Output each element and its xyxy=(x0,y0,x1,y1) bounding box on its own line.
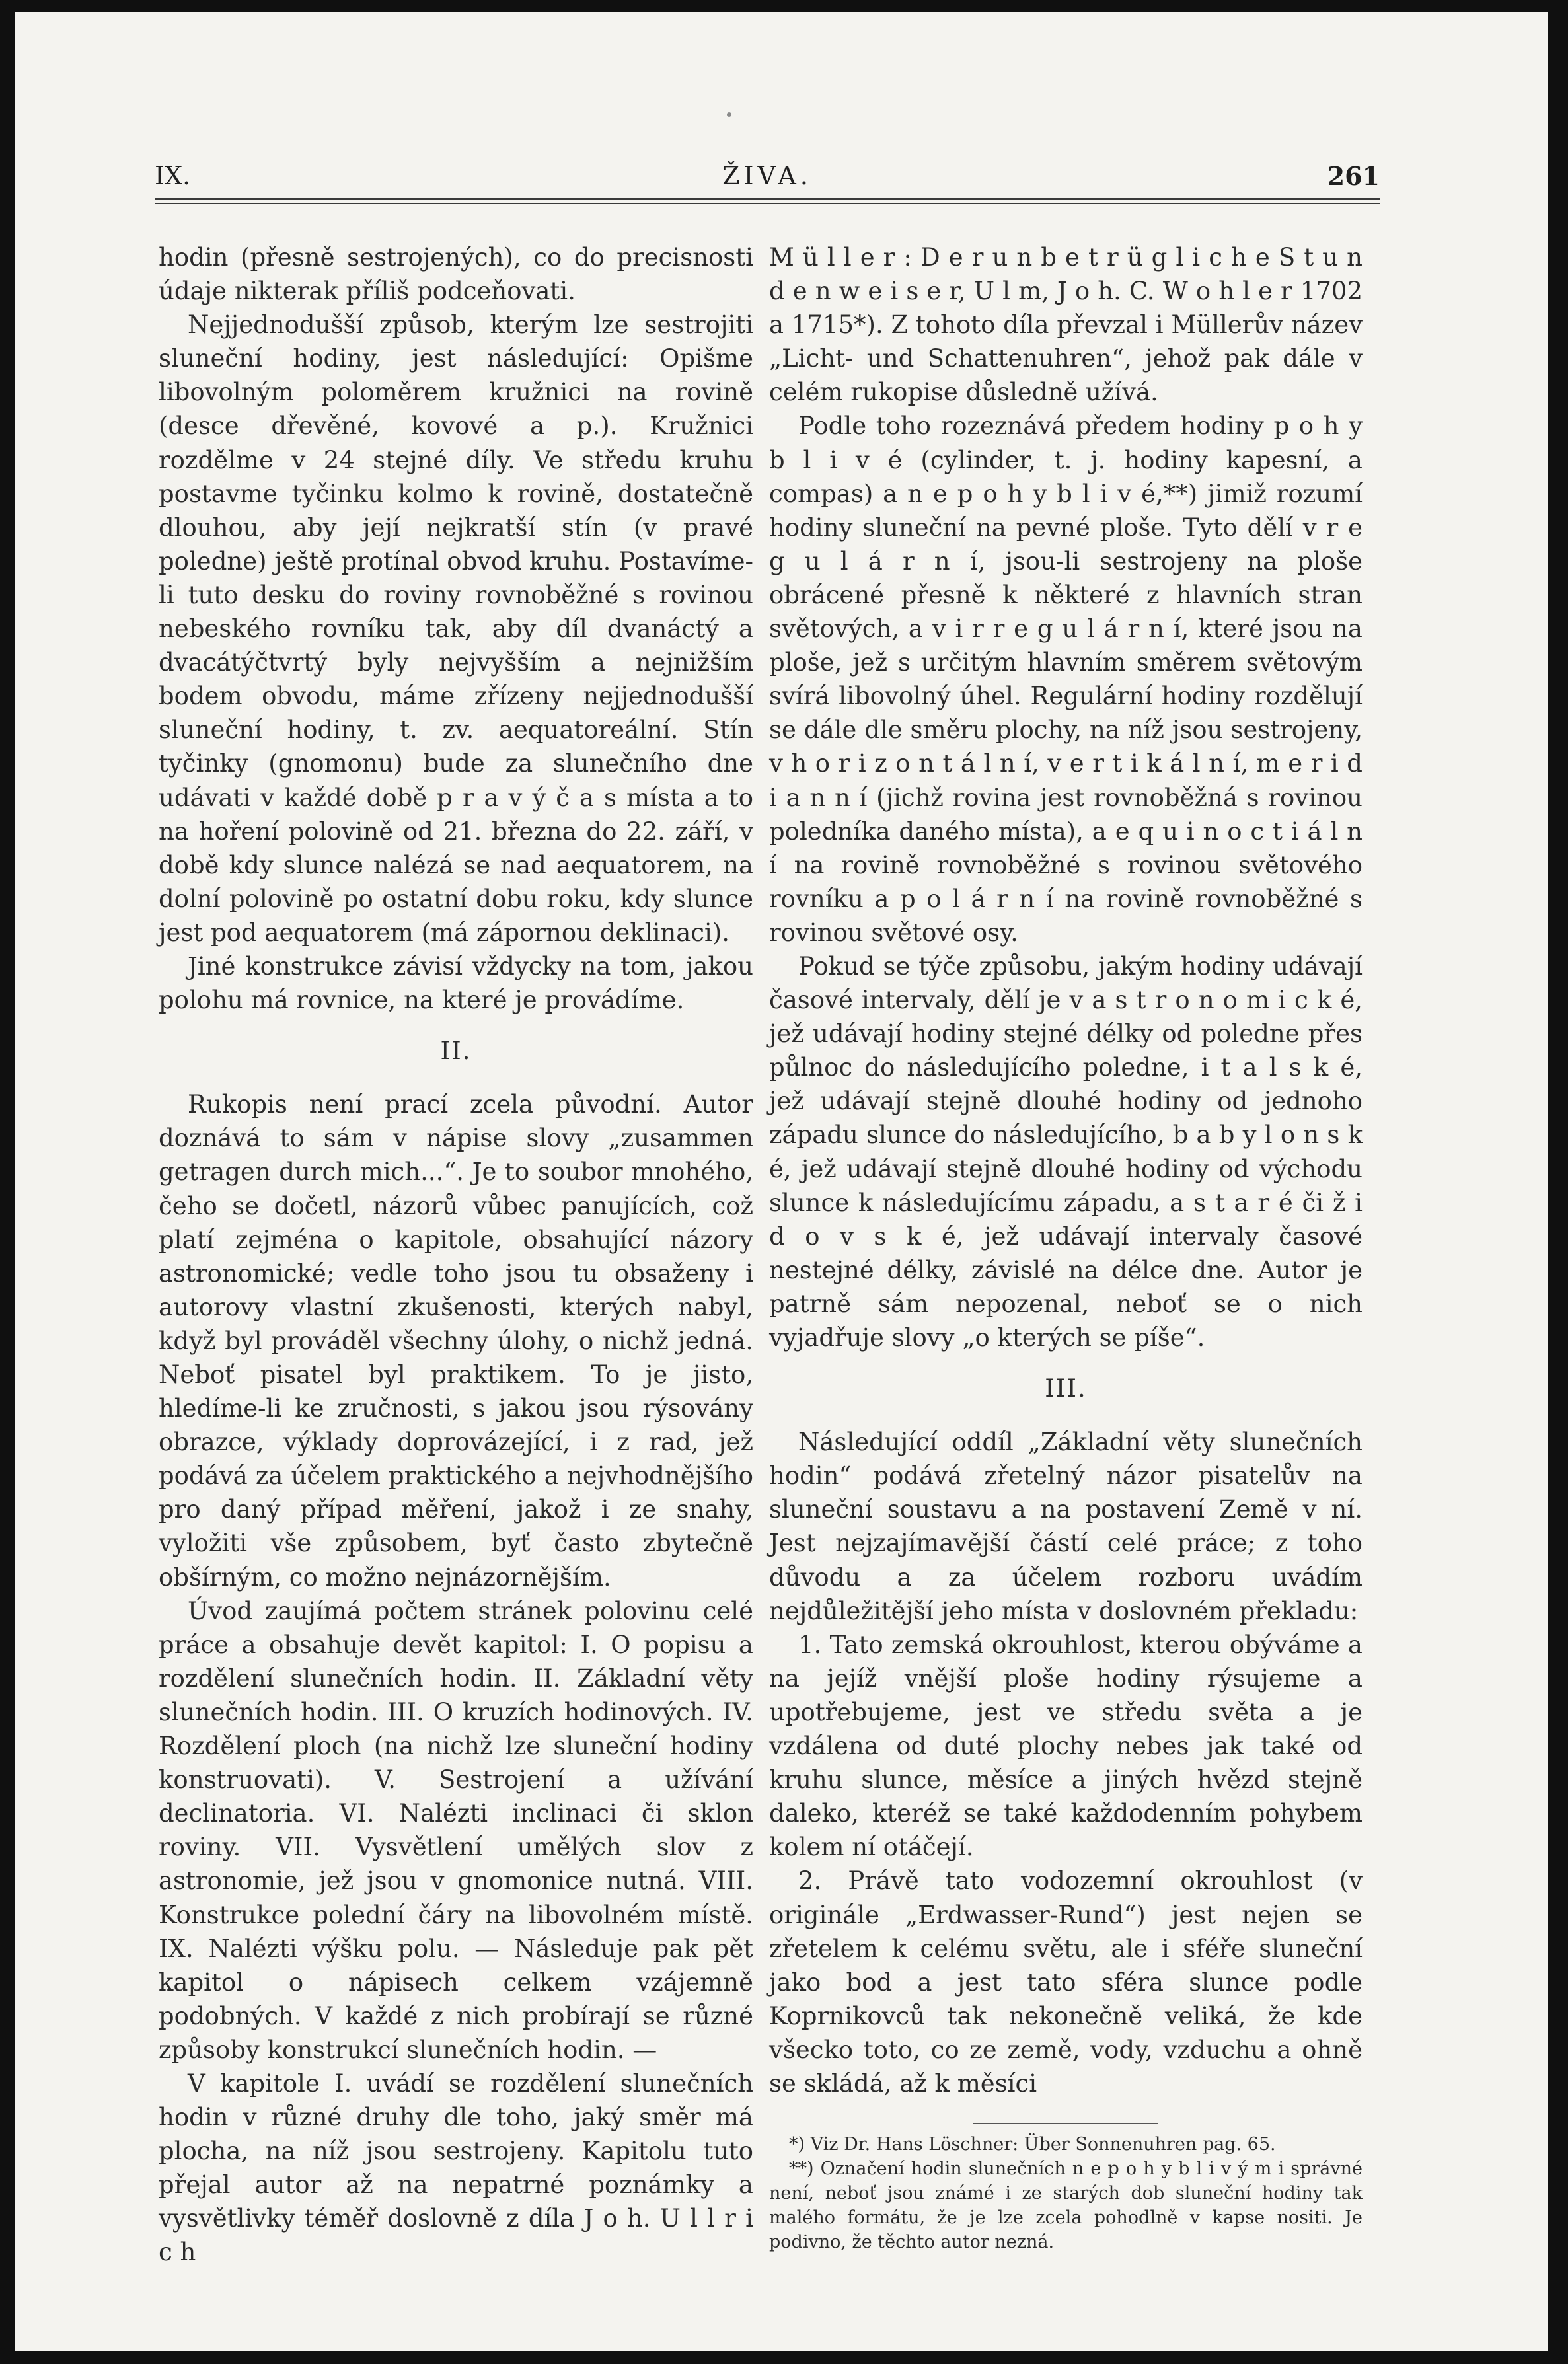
running-header xyxy=(155,149,1380,197)
footnotes xyxy=(769,2132,1363,2254)
right-column xyxy=(769,240,1363,2254)
scanned-page xyxy=(15,12,1548,2351)
left-column xyxy=(159,240,753,2270)
page-number: 261 xyxy=(1327,161,1380,191)
footnote-rule xyxy=(973,2123,1158,2124)
paragraph: V kapitole I. uvádí se rozdělení slunečních hodin v různé druhy dle toho, jaký směr má plocha, na níž jsou sestrojeny. Kapitolu tuto přejal autor až na nepatrné poznámky a vysvětlivky téměř doslovně z díla J o h. U l l r i c h xyxy=(159,2069,753,2267)
paragraph: M ü l l e r : D e r u n b e t r ü g l i c h e S t u n d e n w e i s e r, U l m, J o h. C. W o h l e r 1702 a 1715*). Z tohoto díla převzal i Müllerův název „Licht- und Schattenuhren“, jehož pak dále v celém rukopise důsledně užívá. xyxy=(769,243,1363,407)
journal-title: ŽIVA. xyxy=(722,161,812,190)
paragraph: 1. Tato zemská okrouhlost, kterou obýváme a na jejíž vnější ploše hodiny rýsujeme a upotřebujeme, jest ve středu světa a je vzdálena od duté plochy nebes jak také od kruhu slunce, měsíce a jiných hvězd stejně daleko, kteréž se také každodenním pohybem kolem ní otáčejí. xyxy=(769,1630,1363,1862)
section-heading: II. xyxy=(440,1037,472,1066)
paragraph: Pokud se týče způsobu, jakým hodiny udávají časové intervaly, dělí je v a s t r o n o m i c k é, jež udávají hodiny stejné délky od poledne přes půlnoc do následujícího poledne, i t a l s k é, jež udávají stejně dlouhé hodiny od jednoho západu slunce do následujícího, b a b y l o n s k é, jež udávají stejně dlouhé hodiny od východu slunce k následujícímu západu, a s t a r é či ž i d o v s k é, jež udávají intervaly časové nestejné délky, závislé na délce dne. Autor je patrně sám nepozenal, neboť se o nich vyjadřuje slovy „o kterých se píše“. xyxy=(769,951,1363,1352)
paragraph: Jiné konstrukce závisí vždycky na tom, jakou polohu má rovnice, na které je provádíme. xyxy=(159,951,753,1015)
paragraph: 2. Právě tato vodozemní okrouhlost (v originále „Erdwasser-Rund“) jest nejen se zřetelem k celému světu, ale i sféře sluneční jako bod a jest tato sféra slunce podle Koprnikovců tak nekonečně veliká, že kde všecko toto, co ze země, vody, vzduchu a ohně se skládá, až k měsíci xyxy=(769,1866,1363,2098)
volume-number: IX. xyxy=(155,161,191,190)
paragraph: Úvod zaujímá počtem stránek polovinu celé práce a obsahuje devět kapitol: I. O popisu a rozdělení slunečních hodin. II. Základní věty slunečních hodin. III. O kruzích hodinových. IV. Rozdělení ploch (na nichž lze sluneční hodiny konstruovati). V. Sestrojení a užívání declinatoria. VI. Nalézti inclinaci či sklon roviny. VII. Vysvětlení umělých slov z astronomie, jež jsou v gnomonice nutná. VIII. Konstrukce polední čáry na libovolném místě. IX. Nalézti výšku polu. — Následuje pak pět kapitol o nápisech celkem vzájemně podobných. V každé z nich probírají se různé způsoby konstrukcí slunečních hodin. — xyxy=(159,1596,753,2064)
paragraph: Podle toho rozeznává předem hodiny p o h y b l i v é (cylinder, t. j. hodiny kapesní, a compas) a n e p o h y b l i v é,**) jimiž rozumí hodiny sluneční na pevné ploše. Tyto dělí v r e g u l á r n í, jsou-li sestrojeny na ploše obrácené přesně k některé z hlavních stran světových, a v i r r e g u l á r n í, které jsou na ploše, jež s určitým hlavním směrem světovým svírá libovolný úhel. Regulární hodiny rozdělují se dále dle směru plochy, na níž jsou sestrojeny, v h o r i z o n t á l n í, v e r t i k á l n í, m e r i d i a n n í (jichž rovina jest rovnoběžná s rovinou poledníka daného místa), a e q u i n o c t i á l n í na rovině rovnoběžné s rovinou světového rovníku a p o l á r n í na rovině rovnoběžné s rovinou světové osy. xyxy=(769,412,1363,947)
header-rule-thin xyxy=(155,203,1380,204)
dust-speck xyxy=(727,112,731,117)
paragraph: Následující oddíl „Základní věty slunečních hodin“ podává zřetelný názor pisatelův na sluneční soustavu a na postavení Země v ní. Jest nejzajímavější částí celé práce; z toho důvodu a za účelem rozboru uvádím nejdůležitější jeho místa v doslovném překladu: xyxy=(769,1428,1363,1625)
section-heading: III. xyxy=(1045,1374,1087,1403)
footnote: *) Viz Dr. Hans Löschner: Über Sonnenuhren pag. 65. xyxy=(789,2134,1276,2155)
paragraph: Nejjednodušší způsob, kterým lze sestrojiti sluneční hodiny, jest následující: Opišme libovolným poloměrem kružnici na rovině (desce dřevěné, kovové a p.). Kružnici rozdělme v 24 stejné díly. Ve středu kruhu postavme tyčinku kolmo k rovině, dostatečně dlouhou, aby její nejkratší stín (v pravé poledne) ještě protínal obvod kruhu. Postavíme-li tuto desku do roviny rovnoběžné s rovinou nebeského rovníku tak, aby díl dvanáctý a dvacátýčtvrtý byly nejvyšším a nejnižším bodem obvodu, máme zřízeny nejjednodušší sluneční hodiny, t. zv. aequatoreální. Stín tyčinky (gnomonu) bude za slunečního dne udávati v každé době p r a v ý č a s místa a to na hoření polovině od 21. března do 22. září, v době kdy slunce nalézá se nad aequatorem, na dolní polovině po ostatní dobu roku, kdy slunce jest pod aequatorem (má zápornou deklinaci). xyxy=(159,311,753,947)
paragraph: hodin (přesně sestrojených), co do precisnosti údaje nikterak příliš podceňovati. xyxy=(159,243,753,306)
header-rule xyxy=(155,198,1380,200)
paragraph: Rukopis není prací zcela původní. Autor doznává to sám v nápise slovy „zusammen getragen durch mich...“. Je to soubor mnohého, čeho se dočetl, názorů vůbec panujících, což platí zejména o kapitole, obsahující názory astronomické; vedle toho jsou tu obsaženy i autorovy vlastní zkušenosti, kterých nabyl, když byl prováděl všechny úlohy, o nichž jedná. Neboť pisatel byl praktikem. To je jisto, hledíme-li ke zručnosti, s jakou jsou rýsovány obrazce, výklady doprovázející, i z rad, jež podává za účelem praktického a nejvhodnějšího pro daný případ měření, jakož i ze snahy, vyložiti vše způsobem, byť často zbytečně obšírným, co možno nejnázornějším. xyxy=(159,1090,753,1592)
footnote: **) Označení hodin slunečních n e p o h y b l i v ý m i správné není, neboť jsou známé i ze starých dob sluneční hodiny tak malého formátu, že je lze zcela pohodlně v kapse nositi. Je podivno, že těchto autor nezná. xyxy=(769,2159,1363,2253)
